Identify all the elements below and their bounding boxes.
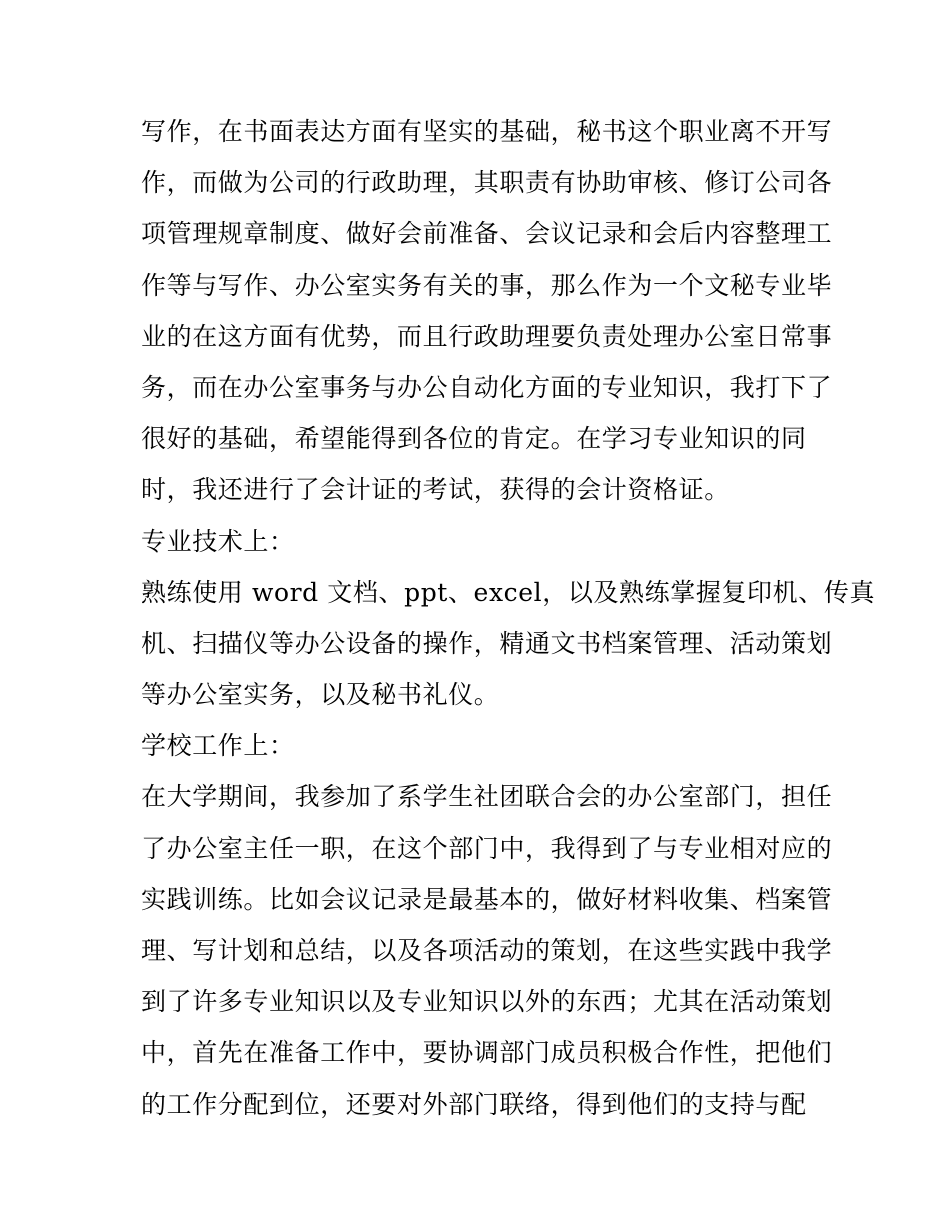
text-line: 熟练使用 word 文档、ppt、excel，以及熟练掌握复印机、传真: [141, 577, 876, 607]
text-line: 理、写计划和总结，以及各项活动的策划，在这些实践中我学: [141, 936, 833, 965]
text-line: 务，而在办公室事务与办公自动化方面的专业知识，我打下了: [141, 372, 833, 402]
text-line: 项管理规章制度、做好会前准备、会议记录和会后内容整理工: [141, 219, 833, 249]
text-line: 机、扫描仪等办公设备的操作，精通文书档案管理、活动策划: [141, 628, 833, 658]
text-line: 到了许多专业知识以及专业知识以外的东西；尤其在活动策划: [141, 987, 833, 1017]
text-line: 实践训练。比如会议记录是最基本的，做好材料收集、档案管: [141, 884, 833, 914]
text-line: 作等与写作、办公室实务有关的事，那么作为一个文秘专业毕: [141, 270, 833, 300]
text-line: 等办公室实务，以及秘书礼仪。: [141, 680, 500, 710]
text-line: 作，而做为公司的行政助理，其职责有协助审核、修订公司各: [141, 168, 833, 198]
section-heading: 专业技术上：: [141, 526, 295, 556]
text-line: 了办公室主任一职，在这个部门中，我得到了与专业相对应的: [141, 833, 833, 863]
text-line: 写作，在书面表达方面有坚实的基础，秘书这个职业离不开写: [141, 117, 833, 146]
text-line: 很好的基础，希望能得到各位的肯定。在学习专业知识的同: [141, 424, 807, 454]
text-line: 时，我还进行了会计证的考试，获得的会计资格证。: [141, 475, 730, 505]
document-body: [141, 106, 876, 1130]
text-line: 在大学期间，我参加了系学生社团联合会的办公室部门，担任: [141, 782, 833, 812]
text-line: 中，首先在准备工作中，要协调部门成员积极合作性，把他们: [141, 1038, 833, 1068]
section-heading: 学校工作上：: [141, 731, 295, 761]
text-line: 业的在这方面有优势，而且行政助理要负责处理办公室日常事: [141, 321, 833, 351]
text-line: 的工作分配到位，还要对外部门联络，得到他们的支持与配: [141, 1089, 807, 1119]
